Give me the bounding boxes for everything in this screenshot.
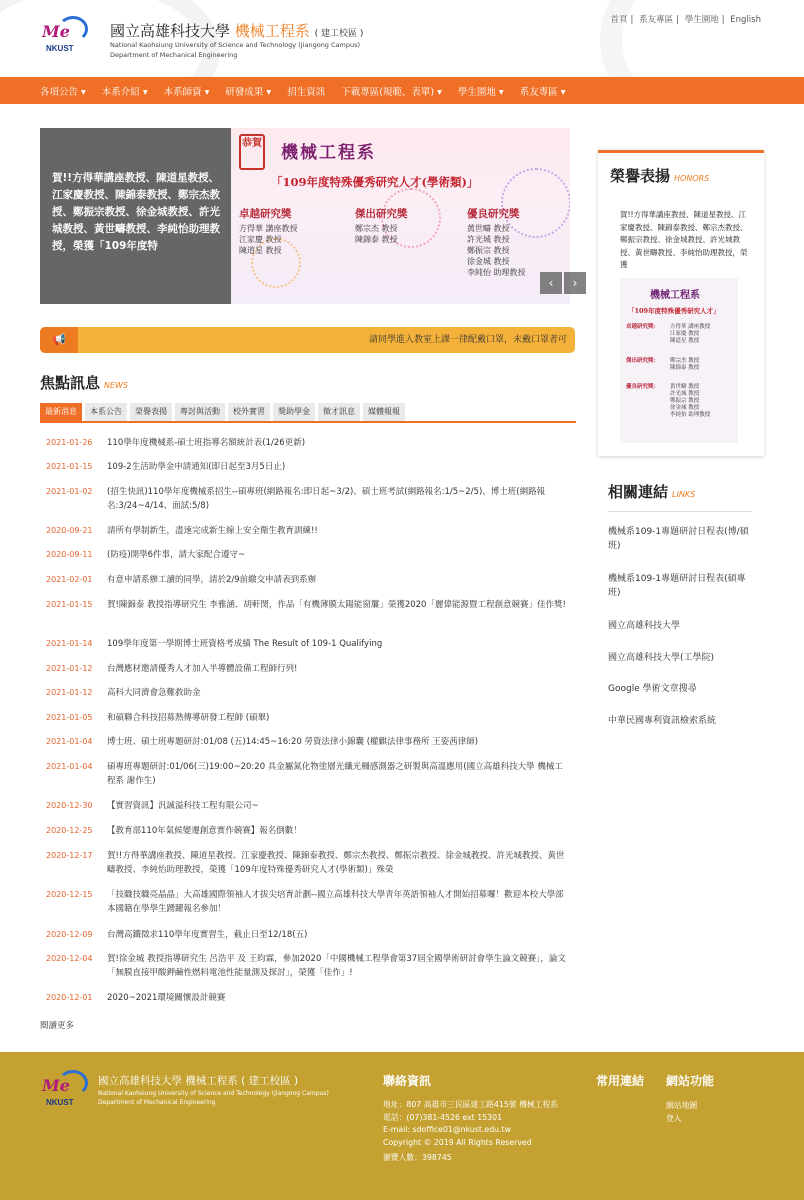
news-item[interactable] [40,573,576,587]
slide-image[interactable] [231,128,570,304]
award-name: 方得華 講座教授 [239,224,298,233]
honors-section-title [598,153,764,186]
news-date: 2021-02-01 [46,575,93,584]
top-links: 首頁 | 系友專區 | 學生園地 | English [610,15,761,25]
news-link[interactable]: 賀!徐金城 教授指導研究生 呂浩平 及 王昀霖，參加2020「中國機械工程學會第37屆全國學術研討會學生論文競賽」，論文「無膜直接甲酸鉀鹼性燃料電池性能量測及探討」，榮獲「佳作」! [107,954,566,978]
slide-subtitle: 「109年度特殊優秀研究人才(學術類)」 [271,175,479,189]
notice-text[interactable]: 請同學進入教室上課一律配戴口罩，未戴口罩者可 [368,335,567,345]
award-name: 陳道星 教授 [239,246,282,255]
top-link-home[interactable]: 首頁 [610,15,628,25]
news-item[interactable] [40,686,576,700]
footer-visitor-count: 瀏覽人數：398745 [383,1153,452,1163]
slider-prev-button[interactable]: ‹ [540,272,562,294]
nav-item-downloads[interactable]: 下載專區(規範、表單) ▾ [341,86,442,98]
news-section-title [40,372,128,393]
tab-jobs[interactable]: 徵才訊息 [318,403,360,421]
tab-latest[interactable]: 最新消息 [40,403,82,421]
news-date: 2021-01-12 [46,664,93,673]
news-item[interactable] [40,824,576,838]
site-footer [0,1052,804,1200]
poster-award-name: 陳道星 教授 [670,338,700,344]
award-name: 李純怡 助理教授 [467,268,526,277]
poster-award-heading: 優良研究獎： [626,384,660,390]
logo-text-me: Me [42,22,70,41]
footer-site-functions-title: 網站功能 [666,1074,715,1088]
award-name: 鄭宗杰 教授 [355,224,398,233]
news-link[interactable]: 109學年度第一學期博士班資格考成績 The Result of 109-1 Qualifying [107,639,383,649]
news-item[interactable] [40,991,576,1005]
nav-item-admissions[interactable]: 招生資訊 [287,86,326,98]
news-link[interactable]: 賀!陳錦泰 教授指導研究生 李雅涵、胡軒閔，作品「有機薄膜太陽能窗簾」榮獲2020「麗偉能源暨工程創意競賽」佳作獎! [107,600,566,610]
news-date: 2020-12-04 [46,954,93,963]
department-name: 機械工程系 [234,22,310,40]
news-date: 2021-01-14 [46,639,93,648]
award-heading: 傑出研究獎 [355,208,408,220]
award-name: 徐金城 教授 [467,257,510,266]
tab-dept-announcements[interactable]: 本系公告 [85,403,127,421]
tab-internship[interactable]: 校外實習 [228,403,270,421]
poster-award-names [670,324,710,345]
news-link[interactable]: 高科大同濟會急難救助金 [107,688,201,698]
links-divider [608,511,752,512]
news-date: 2021-01-12 [46,688,93,697]
news-link[interactable]: 有意申請系辦工讀的同學，請於2/9前繳交申請表到系辦 [107,575,317,585]
top-link-english[interactable]: English [730,15,761,25]
news-link[interactable]: 110學年度機械系-碩士班指導名額統計表(1/26更新) [107,438,306,448]
footer-contact-info [383,1099,558,1165]
poster-award-group [626,324,710,345]
footer-site-name-en [98,1090,329,1107]
footer-contact-title: 聯絡資訊 [383,1074,432,1088]
poster-award-name: 黃世疇 教授 [670,384,700,390]
links-title-en: LINKS [672,490,696,499]
news-date: 2021-01-05 [46,713,93,722]
news-link[interactable]: 「技職技職亮晶晶」大高雄國際領袖人才拔尖培育計劃--國立高雄科技大學青年英語領袖人才開始招募囉！歡迎本校大學部本國籍在學學生踴躍報名參加！ [107,890,564,914]
news-item[interactable] [40,952,576,980]
congrats-stamp: 恭賀 [239,134,265,170]
poster-award-name: 徐金城 教授 [670,405,700,411]
poster-award-name: 陳錦泰 教授 [670,365,700,371]
poster-award-name: 江家慶 教授 [670,331,700,337]
slider-next-button[interactable]: › [564,272,586,294]
news-item[interactable] [40,711,576,725]
nav-item-students[interactable]: 學生園地 ▾ [457,86,504,98]
honors-panel [598,150,764,456]
award-group [239,206,298,256]
news-date: 2020-09-11 [46,550,93,559]
news-date: 2020-12-01 [46,993,93,1002]
honors-title-en: HONORS [674,174,710,183]
footer-email[interactable]: E-mail: sdoffice01@nkust.edu.tw [383,1125,512,1135]
nav-item-alumni[interactable]: 系友專區 ▾ [519,86,566,98]
header-gear-decoration [600,0,804,77]
tab-scholarships[interactable]: 獎助學金 [273,403,315,421]
news-item[interactable] [40,548,576,562]
award-heading: 優良研究獎 [467,208,520,220]
read-more-link[interactable]: 閱讀更多 [40,1021,75,1031]
award-name: 鄭振宗 教授 [467,246,510,255]
poster-award-name: 鄭振宗 教授 [670,398,700,404]
site-subtitle-en [110,40,360,60]
news-link[interactable]: 【實習資訊】汎誠溢科技工程有限公司~ [107,801,259,811]
news-date: 2021-01-04 [46,737,93,746]
news-link[interactable]: 碩專班專題研討:01/06(三)19:00~20:20 具金屬氮化物塗層光纖光柵感測器之研製與高溫應用(國立高雄科技大學 機械工程系 謝作生) [107,762,563,786]
slider-arrows [540,272,586,294]
footer-link-sitemap[interactable]: 網站地圖 [666,1101,698,1110]
news-link[interactable]: 博士班、碩士班專題研討:01/08 (五)14:45~16:20 勞資法律小錦囊 (權麒法律事務所 王姿茜律師) [107,737,479,747]
footer-address: 地址：807 高雄市三民區建工路415號 機械工程系 [383,1100,559,1109]
footer-link-login[interactable]: 登入 [666,1113,682,1123]
news-item[interactable] [40,662,576,676]
news-item[interactable] [40,637,576,651]
tab-honors[interactable]: 榮譽表揚 [130,403,172,421]
news-date: 2020-12-30 [46,801,93,810]
honors-title: 榮譽表揚 [610,167,671,185]
footer-copyright: Copyright © 2019 All Rights Reserved [383,1137,532,1147]
news-link[interactable]: 賀!!方得華講座教授、陳道星教授、江家慶教授、陳錦泰教授、鄭宗杰教授、鄭振宗教授、徐金城教授、許光城教授、黃世疇教授、李純怡助理教授，榮獲「109年度特殊優秀研究人才(學術類)」殊榮 [107,851,565,875]
news-title-en: NEWS [104,381,129,390]
main-nav [0,77,804,104]
poster-award-names [670,358,699,372]
news-link[interactable]: 請所有學制新生，盡速完成新生線上安全衛生教育訓練!! [107,526,318,536]
footer-common-links-title: 常用連結 [596,1074,645,1088]
poster-award-heading: 傑出研究獎： [626,358,660,364]
news-item[interactable] [40,460,576,474]
news-link[interactable]: (防疫)開學6件事，請大家配合遵守~ [107,550,246,560]
footer-phone: 電話：(07)381-4526 ext 15301 [383,1112,503,1122]
subtitle-en-line2: Department of Mechanical Engineering [110,51,238,59]
logo-text-nkust: NKUST [46,44,74,53]
nav-item-faculty[interactable]: 本系師資 ▾ [163,86,210,98]
logo-text-nkust: NKUST [46,1098,74,1107]
poster-award-name: 許光城 教授 [670,391,700,397]
footer-site-links [666,1100,697,1125]
award-heading: 卓越研究獎 [239,208,292,220]
nav-item-about[interactable]: 本系介紹 ▾ [101,86,148,98]
news-date: 2020-09-21 [46,526,93,535]
news-item[interactable] [40,888,576,916]
award-group [355,206,408,245]
poster-title: 機械工程系 [650,290,700,301]
site-logo[interactable] [40,16,96,60]
poster-award-group [626,384,710,419]
news-date: 2021-01-15 [46,600,93,609]
news-item[interactable] [40,799,576,813]
news-link[interactable]: (招生快訊)110學年度機械系招生--碩專班(網路報名:即日起~3/2)、碩士班考試(網路報名:1/5~2/5)、博士班(網路報名:3/24~4/14、面試:5/8) [107,487,546,511]
footer-site-name: 國立高雄科技大學 機械工程系 ( 建工校區 ) [98,1075,299,1087]
tab-seminars[interactable]: 專討與活動 [175,403,225,421]
footer-logo[interactable] [40,1070,96,1114]
news-date: 2020-12-09 [46,930,93,939]
news-link[interactable]: 【教育部110年氣候變遷創意實作競賽】報名倒數！ [107,826,302,836]
site-header [0,0,804,77]
news-item[interactable] [40,735,576,749]
links-section-title [608,481,695,502]
poster-subtitle: 「109年度特殊優秀研究人才」 [628,307,720,315]
tab-media[interactable]: 媒體報報 [363,403,405,421]
news-item[interactable] [40,928,576,942]
news-link[interactable]: 台灣高鐵徵求110學年度實習生，截止日至12/18(五) [107,930,308,940]
news-item[interactable] [40,485,576,513]
slide-title: 機械工程系 [281,143,376,163]
award-name: 黃世疇 教授 [467,224,510,233]
news-title: 焦點訊息 [40,374,101,392]
award-name: 許光城 教授 [467,235,510,244]
top-link-alumni[interactable]: 系友專區 [639,15,674,25]
related-link[interactable]: 機械系109-1專題研討日程表(博/碩班) [608,527,749,551]
top-link-students[interactable]: 學生園地 [684,15,719,25]
related-link[interactable]: 國立高雄科技大學(工學院) [608,653,715,663]
related-link[interactable]: 機械系109-1專題研討日程表(碩專班) [608,574,746,598]
nav-item-announcements[interactable]: 各項公告 ▾ [40,86,86,98]
award-name: 陳錦泰 教授 [355,235,398,244]
links-title: 相關連結 [608,483,669,501]
news-date: 2021-01-15 [46,462,93,471]
poster-award-name: 李純怡 助理教授 [670,412,711,418]
news-item[interactable] [40,524,576,538]
related-link[interactable]: 中華民國專利資訊檢索系統 [608,716,717,726]
footer-en-line2: Department of Mechanical Engineering [98,1098,216,1106]
news-link[interactable]: 和碩聯合科技招募熱傳導研發工程師 (碩畢) [107,713,270,723]
related-link[interactable]: Google 學術文章搜尋 [608,684,697,694]
site-title [110,20,363,41]
news-link[interactable]: 台灣應材邀請優秀人才加入半導體設備工程師行列! [107,664,298,674]
award-group [467,206,526,278]
news-item[interactable] [40,436,576,450]
subtitle-en-line1: National Kaohsiung University of Science and Technology (Jiangong Campus) [110,41,361,49]
news-date: 2020-12-25 [46,826,93,835]
nav-item-research[interactable]: 研發成果 ▾ [225,86,272,98]
news-date: 2020-12-17 [46,851,93,860]
campus-label: ( 建工校區 ) [314,29,364,39]
poster-award-names [670,384,710,419]
footer-en-line1: National Kaohsiung University of Science and Technology (Jiangong Campus) [98,1090,329,1097]
logo-text-me: Me [42,1076,70,1095]
slide-caption[interactable]: 賀!!方得華講座教授、陳道星教授、江家慶教授、陳錦泰教授、鄭宗杰教授、鄭振宗教授、徐金城教授、許光城教授、黃世疇教授、李純怡助理教授，榮獲「109年度特 [52,172,220,252]
honors-text[interactable]: 賀!!方得華講座教授、陳道星教授、江家慶教授、陳錦泰教授、鄭宗杰教授、鄭振宗教授、徐金城教授、許光城教授、黃世疇教授、李純怡助理教授，榮獲 [620,210,748,269]
poster-award-name: 方得華 講座教授 [670,324,711,330]
poster-award-name: 鄭宗杰 教授 [670,358,700,364]
poster-award-heading: 卓越研究獎： [626,324,660,330]
news-item[interactable] [40,760,576,788]
news-date: 2021-01-26 [46,438,93,447]
poster-award-group [626,358,699,372]
hero-slider[interactable] [40,128,578,304]
news-date: 2020-12-15 [46,890,93,899]
news-link[interactable]: 109-2生活助學金申請通知(即日起至3月5日止) [107,462,286,472]
news-tabs [40,403,576,423]
megaphone-icon: 📢 [40,327,78,353]
university-name: 國立高雄科技大學 [110,22,231,40]
notice-marquee[interactable] [40,327,575,353]
news-link[interactable]: 2020~2021環境關懷設計競賽 [107,993,226,1003]
news-date: 2021-01-04 [46,762,93,771]
related-link[interactable]: 國立高雄科技大學 [608,621,681,631]
news-item[interactable] [40,849,576,877]
news-date: 2021-01-02 [46,487,93,496]
award-name: 江家慶 教授 [239,235,282,244]
news-item[interactable] [40,598,576,612]
honors-poster[interactable] [620,278,738,443]
